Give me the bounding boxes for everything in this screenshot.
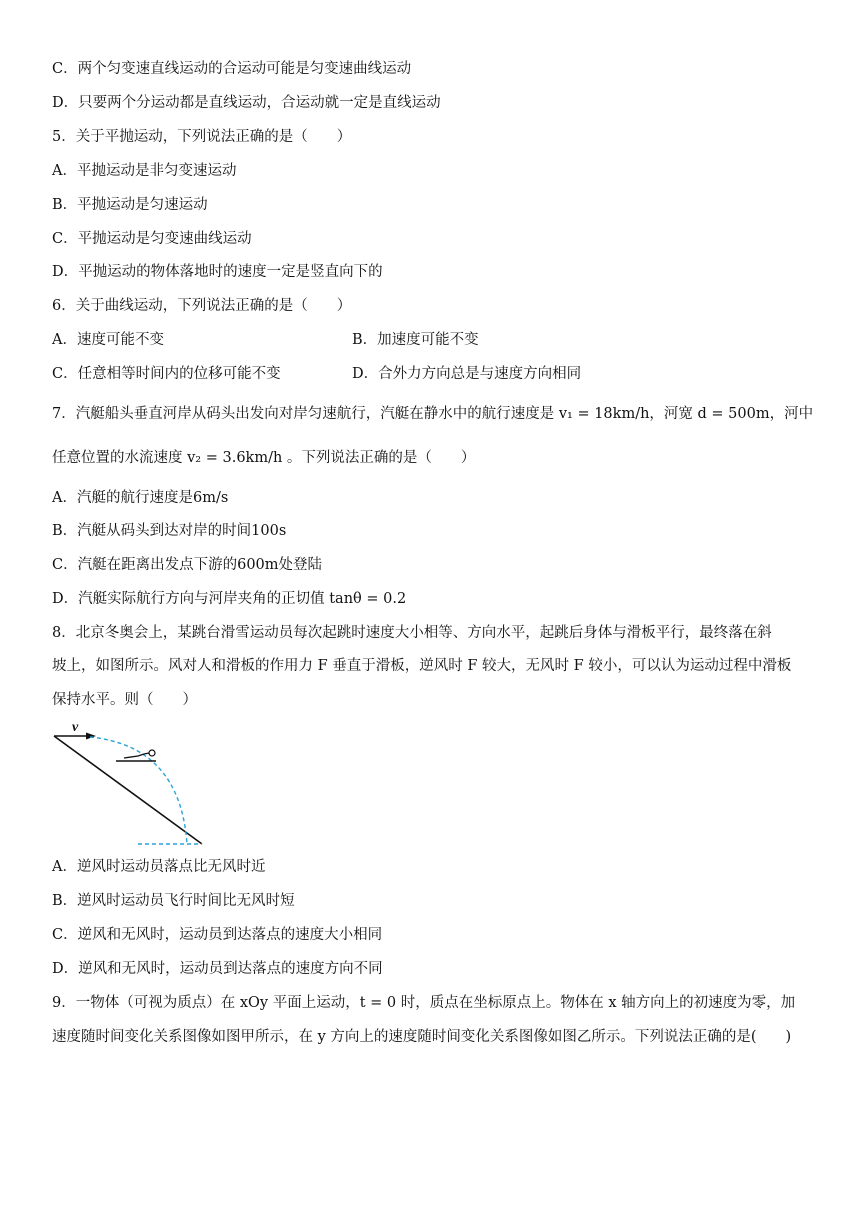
option-a: A．汽艇的航行速度是6m/s [52,490,229,506]
option-d: D．平抛运动的物体落地时的速度一定是竖直向下的 [52,264,383,280]
question-stem-line2: 速度随时间变化关系图像如图甲所示，在 y 方向上的速度随时间变化关系图像如图乙所示。下列说法正确的是( ) [52,1029,792,1045]
option-b: B．平抛运动是匀速运动 [52,197,208,213]
question-stem: 5．关于平抛运动，下列说法正确的是（ ） [52,129,352,145]
option-c: C．汽艇在距离出发点下游的600m处登陆 [52,557,323,573]
velocity-arrowhead [86,733,96,740]
trajectory-dashed [90,737,187,844]
question-stem: 6．关于曲线运动，下列说法正确的是（ ） [52,298,352,314]
option-a: A．速度可能不变 [52,332,164,348]
option-c: C．平抛运动是匀变速曲线运动 [52,231,252,247]
option-d: D．逆风和无风时，运动员到达落点的速度方向不同 [52,961,383,977]
velocity-label: v [72,720,79,735]
option-b: B．加速度可能不变 [352,332,479,348]
question-stem-line1: 7．汽艇船头垂直河岸从码头出发向对岸匀速航行，汽艇在静水中的航行速度是 v₁ = 18km/h，河宽 d = 500m，河中 [52,406,814,422]
option-c: C．两个匀变速直线运动的合运动可能是匀变速曲线运动 [52,61,412,77]
option-a: A．平抛运动是非匀变速运动 [52,163,237,179]
question-stem-line2: 任意位置的水流速度 v₂ = 3.6km/h 。下列说法正确的是（ ） [52,450,476,466]
slope-line [54,736,202,844]
option-d: D．只要两个分运动都是直线运动，合运动就一定是直线运动 [52,95,441,111]
question-stem-line3: 保持水平。则（ ） [52,692,197,708]
option-c: C．逆风和无风时，运动员到达落点的速度大小相同 [52,927,383,943]
question-stem-line1: 8．北京冬奥会上，某跳台滑雪运动员每次起跳时速度大小相等、方向水平，起跳后身体与滑板平行，最终落在斜 [52,625,772,641]
option-d: D．合外力方向总是与速度方向相同 [352,366,582,382]
option-a: A．逆风时运动员落点比无风时近 [52,859,266,875]
option-d: D．汽艇实际航行方向与河岸夹角的正切值 tanθ = 0.2 [52,591,407,607]
question-stem-line2: 坡上，如图所示。风对人和滑板的作用力 F 垂直于滑板，逆风时 F 较大，无风时 F 较小，可以认为运动过程中滑板 [52,658,792,674]
skier-head [149,750,155,756]
option-c: C．任意相等时间内的位移可能不变 [52,366,281,382]
question-stem-line1: 9．一物体（可视为质点）在 xOy 平面上运动，t = 0 时，质点在坐标原点上。物体在 x 轴方向上的初速度为零，加 [52,995,796,1011]
ski-jump-figure [52,716,212,848]
option-b: B．逆风时运动员飞行时间比无风时短 [52,893,295,909]
option-b: B．汽艇从码头到达对岸的时间100s [52,523,287,539]
